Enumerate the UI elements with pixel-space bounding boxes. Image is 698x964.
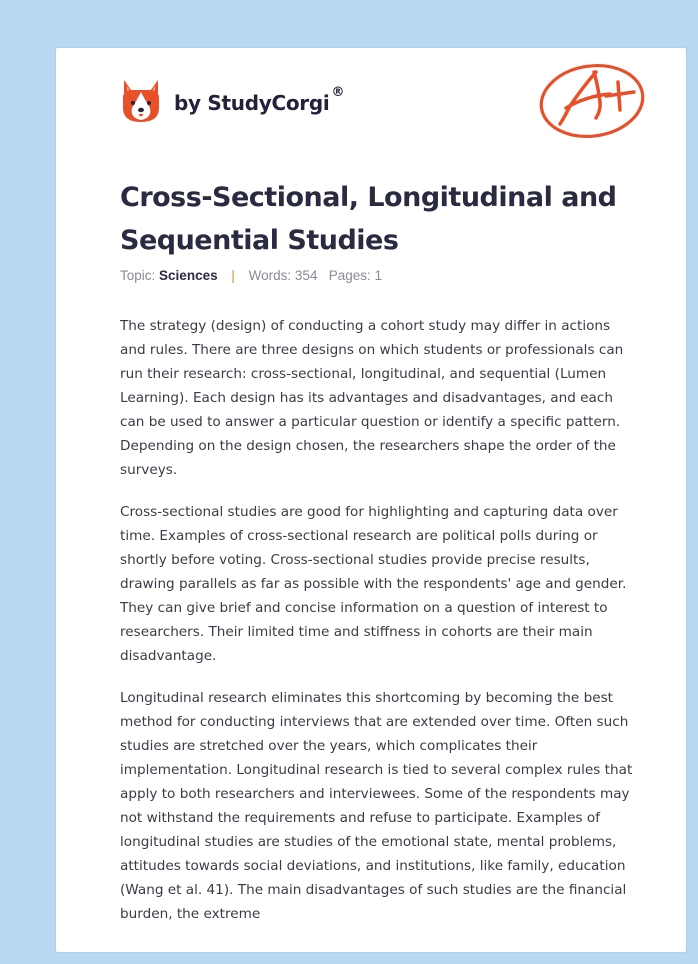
words-label: Words:	[248, 268, 292, 283]
pages-label: Pages:	[328, 268, 371, 283]
corgi-logo-icon[interactable]	[120, 78, 162, 124]
essay-body	[120, 314, 636, 944]
paragraph: Cross-sectional studies are good for highlighting and capturing data over time. Examples of cross-sectional research are political polls during or shortly before voting. Cross-sectional studies provide precise results, drawing parallels as far as possible with the respondents' age and gender. They can give brief and concise information on a question of interest to researchers. Their limited time and stiffness in cohorts are their main disadvantage.	[120, 504, 627, 664]
brand-text: by StudyCorgi	[174, 91, 330, 115]
paragraph: Longitudinal research eliminates this shortcoming by becoming the best method for conducting interviews that are extended over time. Often such studies are stretched over the years, which complicates their implementation. Longitudinal research is tied to several complex rules that apply to both researchers and interviewees. Some of the respondents may not withstand the requirements and refuse to participate. Examples of longitudinal studies are studies of the emotional state, mental problems, attitudes towards social deviations, and institutions, like family, education (Wang et al. 41). The main disadvantages of such studies are the financial burden, the extreme	[120, 690, 633, 922]
topic-label: Topic:	[120, 268, 156, 283]
essay-title: Cross-Sectional, Longitudinal and Sequential Studies	[120, 182, 617, 256]
meta-separator: |	[231, 268, 235, 283]
brand-name[interactable]	[174, 85, 345, 115]
essay-meta	[120, 268, 382, 283]
paragraph: The strategy (design) of conducting a cohort study may differ in actions and rules. There are three designs on which students or professionals can run their research: cross-sectional, longitudinal, and sequential (Lumen Learning). Each design has its advantages and disadvantages, and each can be used to answer a particular question or identify a specific pattern. Depending on the design chosen, the researchers shape the order of the surveys.	[120, 318, 624, 478]
topic-link[interactable]: Sciences	[159, 268, 218, 283]
registered-mark: ®	[331, 85, 345, 101]
pages-count: 1	[374, 268, 383, 283]
essay-sheet	[56, 48, 686, 952]
a-plus-grade-icon	[536, 58, 648, 142]
site-header	[120, 76, 344, 126]
words-count: 354	[294, 268, 318, 283]
